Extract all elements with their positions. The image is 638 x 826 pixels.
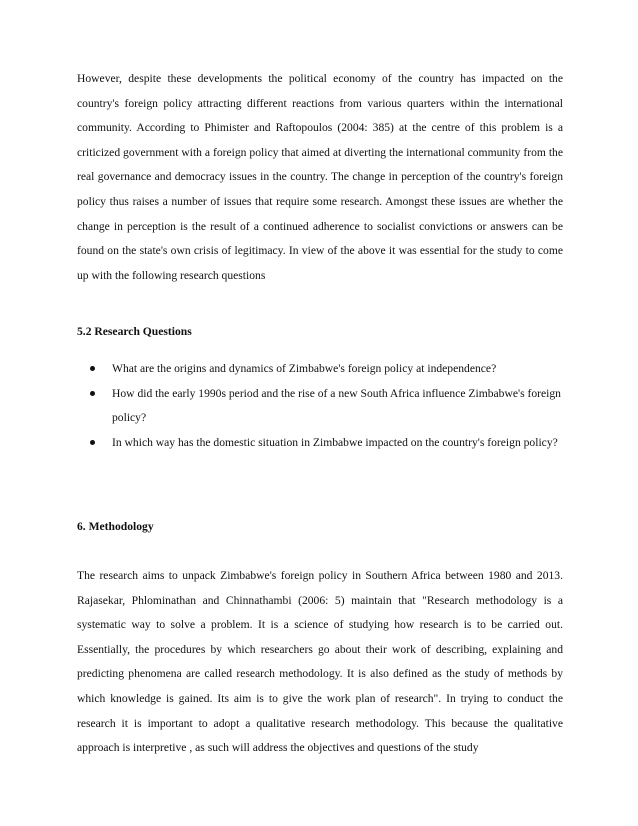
intro-paragraph: However, despite these developments the political economy of the country has impacted on the country's foreign policy attracting different reactions from various quarters within the international community. According to Phimister and Raftopoulos (2004: 385) at the centre of this problem is a criticized government with a foreign policy that aimed at diverting the international community from the real governance and democracy issues in the country. The change in perception of the country's foreign policy thus raises a number of issues that require some research. Amongst these issues are whether the change in perception is the result of a continued adherence to socialist convictions or answers can be found on the state's own crisis of legitimacy. In view of the above it was essential for the study to come up with the following research questions bbox=[77, 72, 563, 282]
methodology-paragraph: The research aims to unpack Zimbabwe's foreign policy in Southern Africa between 1980 and 2013. Rajasekar, Phlominathan and Chinnathambi (2006: 5) maintain that "Research methodology is a systematic way to solve a problem. It is a science of studying how research is to be carried out. Essentially, the procedures by which researchers go about their work of describing, explaining and predicting phenomena are called research methodology. It is also defined as the study of methods by which knowledge is gained. Its aim is to give the work plan of research". In trying to conduct the research it is important to adopt a qualitative research methodology. This because the qualitative approach is interpretive , as such will address the objectives and questions of the study bbox=[77, 569, 563, 755]
list-item bbox=[77, 382, 563, 431]
bullet-icon bbox=[90, 391, 95, 396]
research-questions-heading: 5.2 Research Questions bbox=[77, 325, 192, 338]
bullet-icon bbox=[90, 440, 95, 445]
question-text: What are the origins and dynamics of Zimbabwe's foreign policy at independence? bbox=[112, 362, 497, 375]
question-text: In which way has the domestic situation in Zimbabwe impacted on the country's foreign policy? bbox=[112, 435, 558, 449]
question-text: How did the early 1990s period and the rise of a new South Africa influence Zimbabwe's foreign policy? bbox=[112, 386, 561, 425]
research-questions-list bbox=[77, 357, 563, 455]
methodology-heading: 6. Methodology bbox=[77, 520, 154, 533]
list-item bbox=[77, 357, 563, 382]
list-item bbox=[77, 431, 563, 456]
bullet-icon bbox=[90, 366, 95, 371]
